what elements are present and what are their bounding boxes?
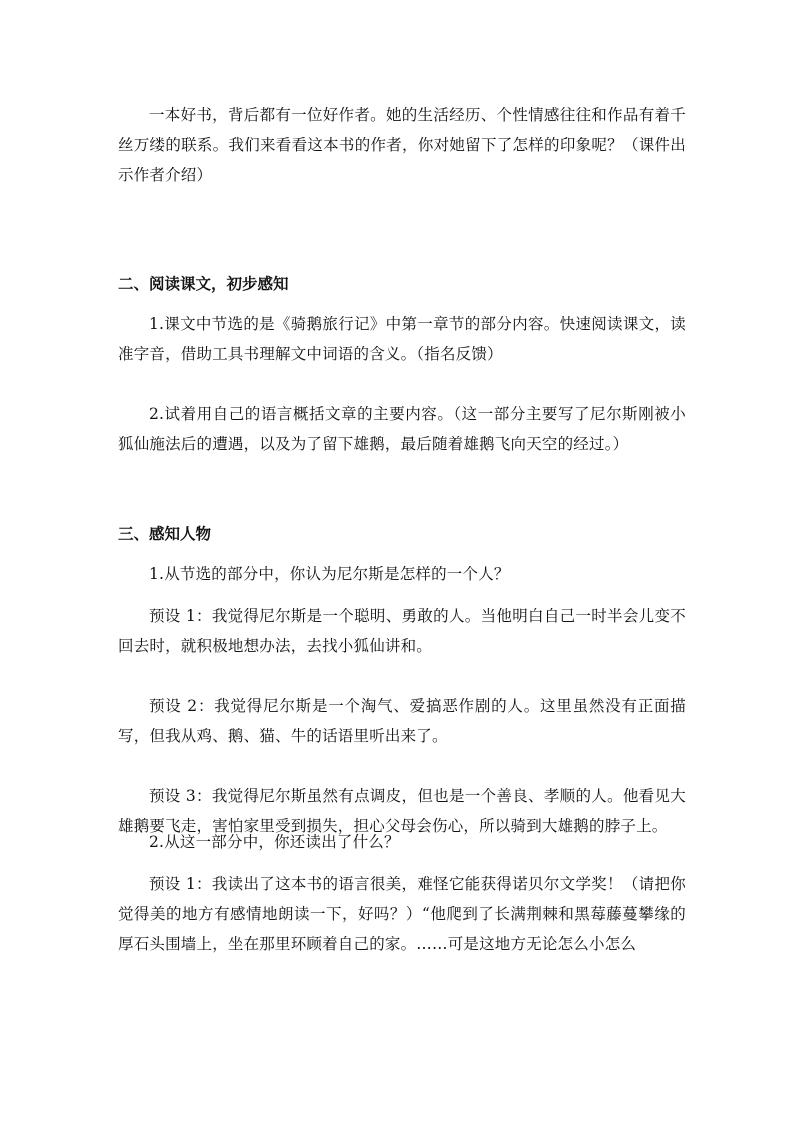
reading-task-2: 2.试着用自己的语言概括文章的主要内容。（这一部分主要写了尼尔斯刚被小狐仙施法后的遭遇，以及为了留下雄鹅，最后随着雄鹅飞向天空的经过。） bbox=[118, 405, 686, 453]
character-question-2: 2.从这一部分中，你还读出了什么？ bbox=[149, 833, 400, 851]
question-2-preset-1: 预设 1：我读出了这本书的语言很美，难怪它能获得诺贝尔文学奖！（请把你觉得美的地方有感情地朗读一下，好吗？）“他爬到了长满荆棘和黑莓藤蔓攀缘的厚石头围墙上，坐在那里环顾着自己的家。……可是这地方无论怎么小怎么 bbox=[118, 875, 686, 953]
reading-task-1: 1.课文中节选的是《骑鹅旅行记》中第一章节的部分内容。快速阅读课文，读准字音，借助工具书理解文中词语的含义。（指名反馈） bbox=[118, 315, 686, 363]
question-1-preset-2: 预设 2：我觉得尼尔斯是一个淘气、爱搞恶作剧的人。这里虽然没有正面描写，但我从鸡、鹅、猫、牛的话语里听出来了。 bbox=[118, 697, 686, 745]
section-heading-reading: 二、阅读课文，初步感知 bbox=[118, 274, 289, 293]
intro-paragraph: 一本好书，背后都有一位好作者。她的生活经历、个性情感往往和作品有着千丝万缕的联系。我们来看看这本书的作者，你对她留下了怎样的印象呢？（课件出示作者介绍） bbox=[118, 106, 686, 184]
question-1-preset-3: 预设 3：我觉得尼尔斯虽然有点调皮，但也是一个善良、孝顺的人。他看见大雄鹅要飞走，害怕家里受到损失，担心父母会伤心，所以骑到大雄鹅的脖子上。 bbox=[118, 787, 686, 835]
section-heading-character: 三、感知人物 bbox=[118, 524, 212, 543]
question-1-preset-1: 预设 1：我觉得尼尔斯是一个聪明、勇敢的人。当他明白自己一时半会儿变不回去时，就积极地想办法，去找小狐仙讲和。 bbox=[118, 607, 686, 655]
character-question-1: 1.从节选的部分中，你认为尼尔斯是怎样的一个人？ bbox=[149, 565, 510, 583]
